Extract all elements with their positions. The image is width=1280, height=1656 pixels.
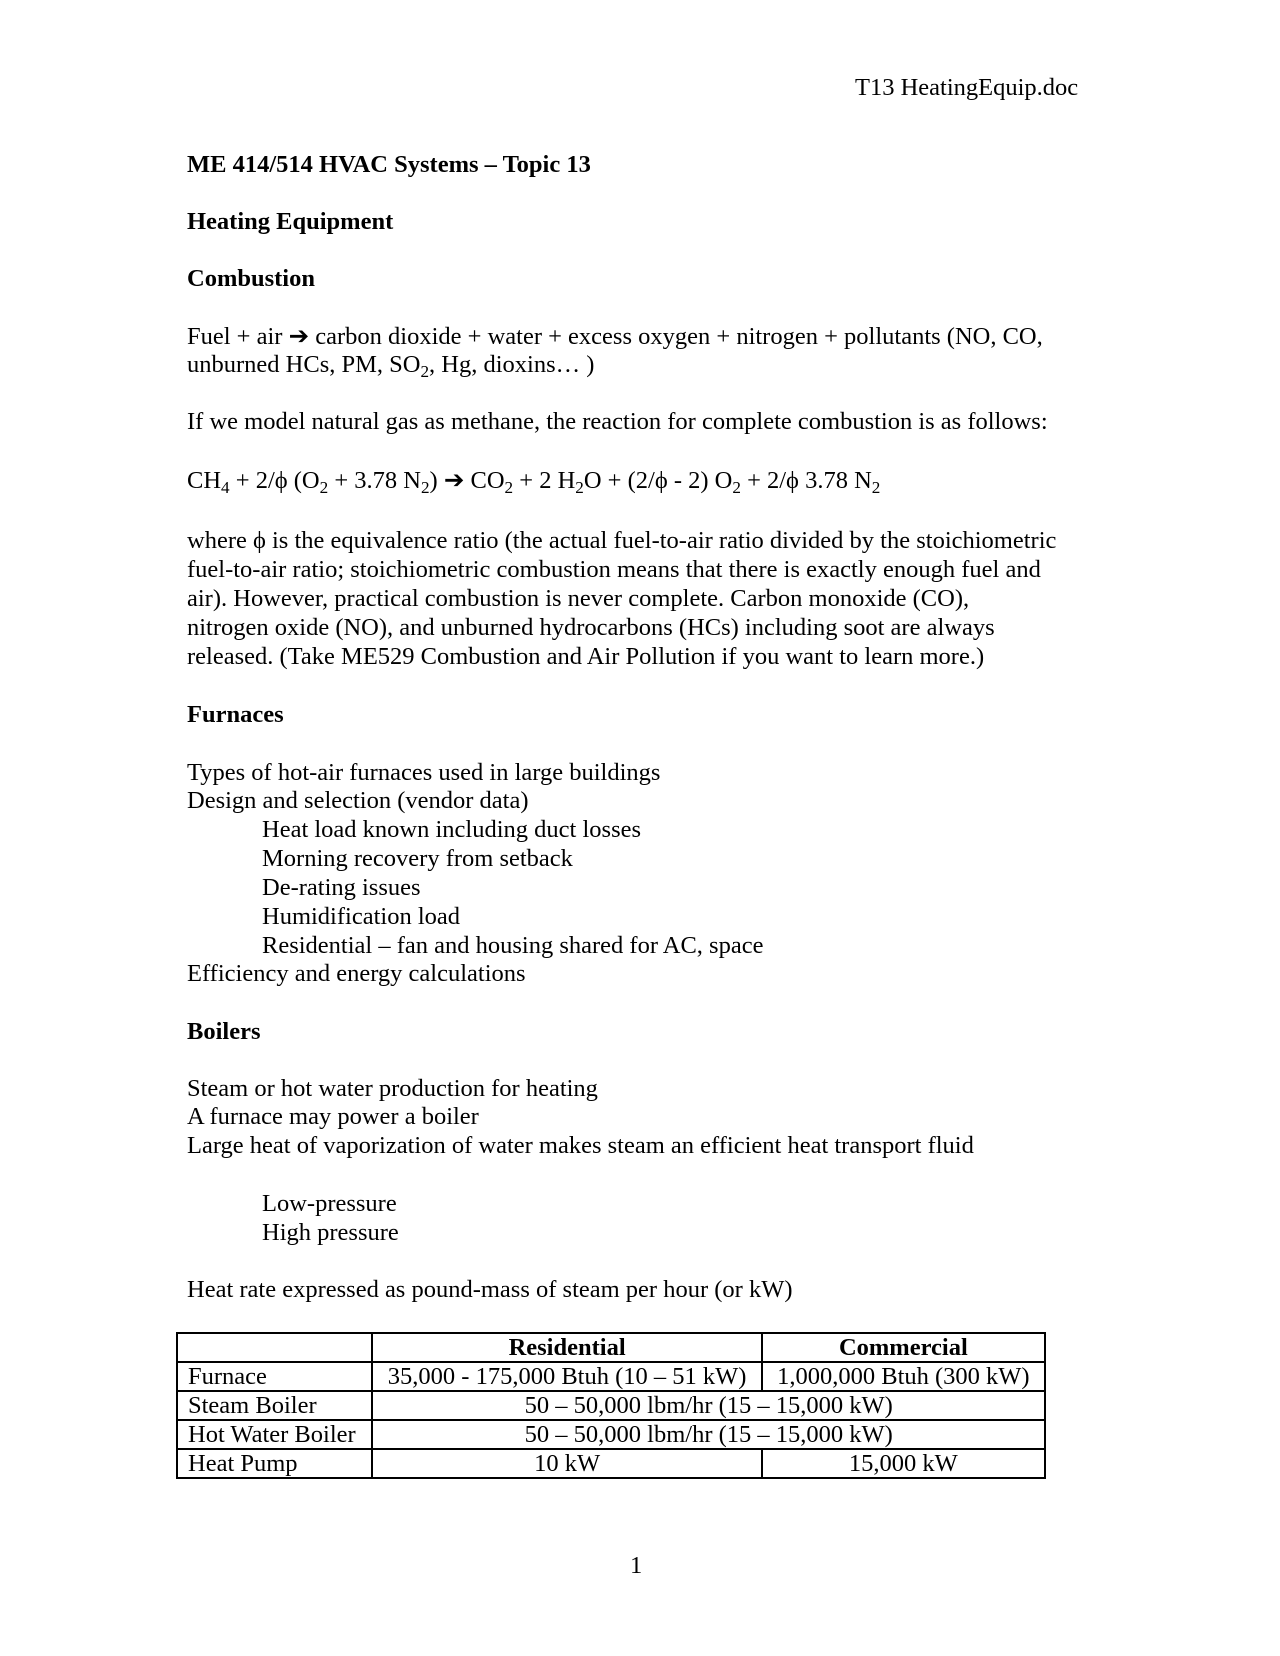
furnaces-line-2: Design and selection (vendor data): [187, 787, 529, 814]
arrow-icon: ➔: [437, 467, 471, 494]
paragraph-line: where ϕ is the equivalence ratio (the actual fuel-to-air ratio divided by the stoichiometric: [187, 527, 1057, 554]
furnaces-sub-item: Heat load known including duct losses: [262, 816, 642, 843]
table-row: [177, 1362, 1045, 1391]
pressure-item: Low-pressure: [262, 1190, 397, 1217]
furnaces-sub-item: Humidification load: [262, 903, 460, 930]
methane-equation: $CH_4 + 2/\phi$ ($O_2 + 3.78$ $N_2$) ➔ $CO_2 + 2$ $H_2O + (2/\phi - 2) O_2 + 2/\phi$ 3.78 $N_2$: [187, 467, 881, 497]
row-label: Furnace: [177, 1362, 372, 1391]
fuel-rhs: carbon dioxide + water + excess oxygen + nitrogen + pollutants (NO, CO,: [315, 323, 1043, 350]
table-header-residential: Residential: [372, 1333, 761, 1362]
furnaces-line-1: Types of hot-air furnaces used in large buildings: [187, 759, 661, 786]
paragraph-line: air). However, practical combustion is never complete. Carbon monoxide (CO),: [187, 585, 970, 612]
document-title: ME 414/514 HVAC Systems – Topic 13: [187, 151, 591, 178]
heat-rate-line: Heat rate expressed as pound-mass of steam per hour (or kW): [187, 1276, 793, 1303]
row-label: Steam Boiler: [177, 1391, 372, 1420]
residential-cell: 35,000 - 175,000 Btuh (10 – 51 kW): [372, 1362, 761, 1391]
boilers-heading: Boilers: [187, 1018, 261, 1045]
boilers-line: Large heat of vaporization of water makes steam an efficient heat transport fluid: [187, 1132, 974, 1159]
merged-cell: 50 – 50,000 lbm/hr (15 – 15,000 kW): [372, 1420, 1045, 1449]
fuel-reaction-line-2: unburned HCs, PM, $SO_2$, Hg, dioxins… ): [187, 351, 595, 381]
heating-capacity-table: [176, 1332, 1046, 1479]
merged-cell: 50 – 50,000 lbm/hr (15 – 15,000 kW): [372, 1391, 1045, 1420]
header-filename: T13 HeatingEquip.doc: [855, 74, 1079, 101]
pressure-item: High pressure: [262, 1219, 399, 1246]
fuel-lhs: Fuel + air: [187, 323, 283, 350]
combustion-heading: Combustion: [187, 265, 315, 292]
furnaces-heading: Furnaces: [187, 701, 284, 728]
fuel-reaction-line-1: [187, 323, 1043, 350]
paragraph-line: fuel-to-air ratio; stoichiometric combustion means that there is exactly enough fuel and: [187, 556, 1041, 583]
furnaces-sub-item: De-rating issues: [262, 874, 421, 901]
table-row: [177, 1420, 1045, 1449]
boilers-line: A furnace may power a boiler: [187, 1103, 479, 1130]
table-row: [177, 1449, 1045, 1478]
equivalence-ratio-paragraph: [187, 527, 1056, 670]
furnaces-sub-item: Residential – fan and housing shared for AC, space: [262, 932, 764, 959]
paragraph-line: released. (Take ME529 Combustion and Air Pollution if you want to learn more.): [187, 643, 985, 670]
page-number: 1: [630, 1552, 643, 1579]
arrow-icon: ➔: [288, 323, 310, 350]
furnaces-line-3: Efficiency and energy calculations: [187, 960, 526, 987]
table-header-commercial: Commercial: [762, 1333, 1045, 1362]
commercial-cell: 1,000,000 Btuh (300 kW): [762, 1362, 1045, 1391]
row-label: Hot Water Boiler: [177, 1420, 372, 1449]
boilers-line: Steam or hot water production for heating: [187, 1075, 598, 1102]
table-row: [177, 1391, 1045, 1420]
furnaces-sub-item: Morning recovery from setback: [262, 845, 573, 872]
methane-intro: If we model natural gas as methane, the reaction for complete combustion is as follows:: [187, 408, 1048, 435]
paragraph-line: nitrogen oxide (NO), and unburned hydrocarbons (HCs) including soot are always: [187, 614, 995, 641]
commercial-cell: 15,000 kW: [762, 1449, 1045, 1478]
row-label: Heat Pump: [177, 1449, 372, 1478]
table-header-blank: [177, 1333, 372, 1362]
table-header-row: [177, 1333, 1045, 1362]
document-subtitle: Heating Equipment: [187, 208, 394, 235]
residential-cell: 10 kW: [372, 1449, 761, 1478]
